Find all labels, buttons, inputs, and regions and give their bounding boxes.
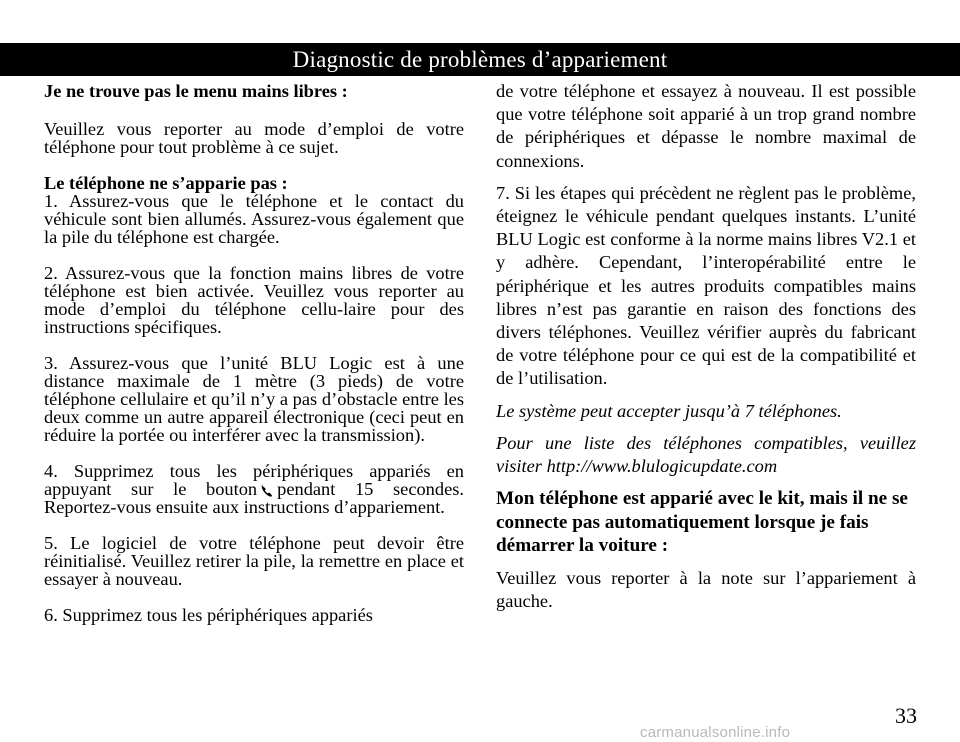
note-phone-capacity: Le système peut accepter jusqu’à 7 téléphones. [496,400,842,421]
paragraph-refer-manual: Veuillez vous reporter au mode d’emploi de votre téléphone pour tout problème à ce sujet. [44,119,464,157]
step-4 [44,462,464,516]
section-title: Diagnostic de problèmes d’appariement [292,46,668,72]
step-2: 2. Assurez-vous que la fonction mains libres de votre téléphone est bien activée. Veuillez vous reporter au mode d’emploi du téléphone cellu-laire pour des instructions spécifiques. [44,263,464,337]
heading-no-handsfree-menu: Je ne trouve pas le menu mains libres : [44,81,348,101]
step-3: 3. Assurez-vous que l’unité BLU Logic est à une distance maximale de 1 mètre (3 pieds) de votre téléphone cellulaire et qu’il n’y a pas d’obstacle entre les deux comme un autre appareil électronique (ceci peut en réduire la portée ou interférer avec la transmission). [44,353,464,445]
page-number: 33 [895,703,917,728]
watermark: carmanualsonline.info [640,724,791,741]
left-column [44,82,464,624]
paragraph-refer-pairing-note: Veuillez vous reporter à la note sur l’appariement à gauche. [496,567,916,611]
step-6-continued: de votre téléphone et essayez à nouveau. Il est possible que votre téléphone soit apparié à un trop grand nombre de périphériques et dépasse le nombre maximal de connexions. [496,81,916,171]
phone-handset-icon [261,483,273,497]
step-7: 7. Si les étapes qui précèdent ne règlent pas le problème, éteignez le véhicule pendant quelques instants. L’unité BLU Logic est conforme à la norme mains libres V2.1 et y adhère. Cependant, l’interopérabilité entre le périphérique et les autres produits compatibles mains libres n’est pas garantie en raison des fonctions des divers téléphones. Veuillez vérifier auprès du fabricant de votre téléphone pour ce qui est de la compatibilité et de l’utilisation. [496,182,916,389]
step-4-part-1: 4. Supprimez tous les périphériques appariés en appuyant sur le bouton [44,461,464,499]
note-compatible-phones: Pour une liste des téléphones compatibles, veuillez visiter http://www.blulogicupdate.com [496,432,916,477]
step-6: 6. Supprimez tous les périphériques appariés [44,605,373,625]
heading-phone-not-pairing: Le téléphone ne s’apparie pas : [44,173,288,193]
step-1: 1. Assurez-vous que le téléphone et le contact du véhicule sont bien allumés. Assurez-vous également que la pile du téléphone est chargée. [44,191,464,247]
step-4-part-2: pendant 15 secondes. Reportez-vous ensuite aux instructions d’appariement. [44,479,464,517]
heading-not-auto-connect: Mon téléphone est apparié avec le kit, mais il ne se connecte pas automatiquement lorsque je fais démarrer la voiture : [496,488,908,557]
right-column [496,80,916,613]
step-5: 5. Le logiciel de votre téléphone peut devoir être réinitialisé. Veuillez retirer la pile, la remettre en place et essayer à nouveau. [44,533,464,589]
section-header-bar [0,43,960,76]
